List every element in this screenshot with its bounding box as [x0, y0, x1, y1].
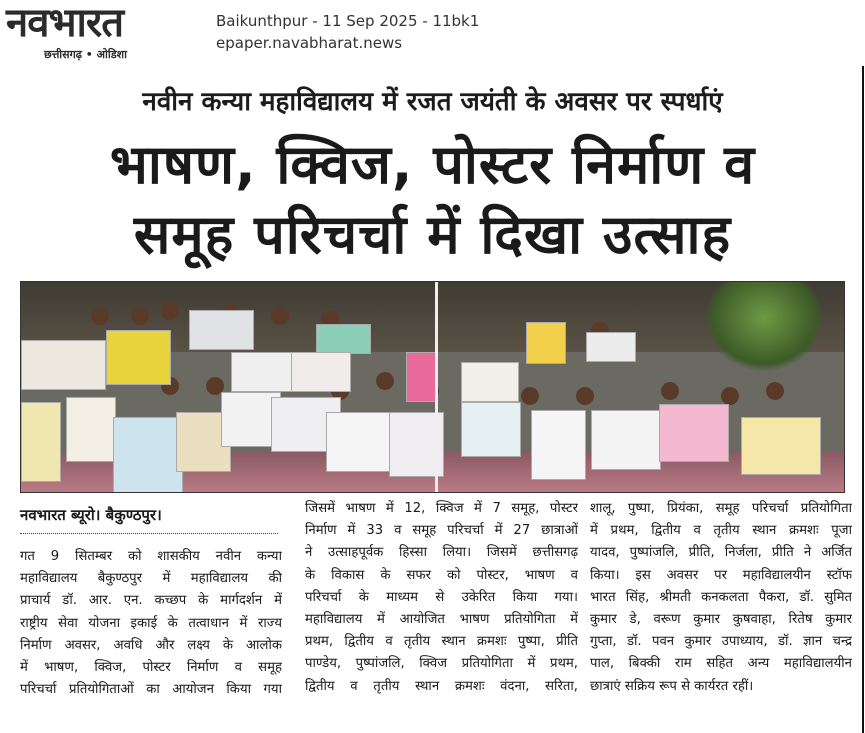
edition-line: Baikunthpur - 11 Sep 2025 - 11bk1	[216, 12, 480, 30]
article-kicker: नवीन कन्या महाविद्यालय में रजत जयंती के अवसर पर स्पर्धाएं	[142, 87, 723, 117]
text-line: में भाषण, क्विज, पोस्टर निर्माण व समूह	[20, 660, 282, 676]
text-line: द्वितीय व तृतीय स्थान क्रमशः वंदना, सरिता,	[305, 678, 578, 694]
photo-divider	[435, 282, 438, 492]
logo-wordmark: नवभारत	[6, 0, 124, 46]
text-line: शालू, पुष्पा, प्रियंका, समूह परिचर्चा प्रतियोगिता	[590, 501, 852, 516]
article-column-2	[305, 498, 578, 698]
text-line: गत 9 सितम्बर को शासकीय नवीन कन्या	[20, 549, 282, 564]
photo-tree	[704, 282, 824, 372]
text-line: किया। इस अवसर पर महाविद्यालयीन स्टॉफ	[590, 567, 852, 583]
text-line: निर्माण अवसर, अवधि और लक्ष्य के आलोक	[20, 637, 282, 653]
byline-divider	[20, 533, 278, 534]
edition-info	[216, 10, 479, 54]
text-line: पाल, बिक्की राम सहित अन्य महाविद्यालयीन	[590, 656, 852, 672]
text-line: भारत सिंह, श्रीमती कनकलता पैकरा, डॉ. सुमित	[590, 589, 852, 605]
text-line: राष्ट्रीय सेवा योजना इकाई के तत्वाधान में राज्य	[20, 615, 282, 631]
article-byline: नवभारत ब्यूरो। बैकुण्ठपुर।	[20, 506, 162, 524]
text-line: ने उत्साहपूर्वक हिस्सा लिया। जिसमें छत्तीसगढ़	[305, 545, 578, 561]
text-line: कुमार डे, वरूण कुमार कुषवाहा, रितेष कुमार	[590, 612, 852, 628]
article-headline	[0, 130, 865, 270]
text-line: प्राचार्य डॉ. आर. एन. कच्छप के मार्गदर्शन में	[20, 593, 282, 609]
text-line: गुप्ता, डॉ. पवन कुमार उपाध्याय, डॉ. ज्ञान चन्द्र	[590, 634, 852, 650]
masthead	[0, 0, 865, 64]
text-line: यादव, पुष्पांजलि, प्रीति, निर्जला, प्रीति ने अर्जित	[590, 545, 852, 561]
text-line: पाण्डेय, पुष्पांजलि, क्विज प्रतियोगिता में प्रथम,	[305, 656, 578, 672]
newspaper-logo	[0, 0, 200, 64]
text-line: छात्राएं सक्रिय रूप से कार्यरत रहीं।	[590, 678, 754, 694]
article-photo	[20, 281, 845, 493]
text-line: के विकास के सफर को पोस्टर, भाषण व	[305, 567, 578, 583]
text-line: प्रथम, द्वितीय व तृतीय स्थान क्रमशः पुष्पा, प्रीति	[305, 634, 578, 650]
headline-line-1: भाषण, क्विज, पोस्टर निर्माण व	[109, 133, 756, 196]
text-line: महाविद्यालय में आयोजित भाषण प्रतियोगिता में	[305, 612, 578, 628]
text-line: में प्रथम, द्वितीय व तृतीय स्थान क्रमशः पूजा	[590, 523, 852, 539]
text-line: परिचर्चा के माध्यम से उकेरित किया गया।	[305, 589, 578, 605]
text-line: निर्माण में 33 व समूह परिचर्चा में 27 छात्राओं	[305, 523, 578, 539]
text-line: जिसमें भाषण में 12, क्विज में 7 समूह, पोस्टर	[305, 501, 578, 516]
article-column-3	[590, 498, 852, 698]
text-line: महाविद्यालय बैकुण्ठपुर में महाविद्यालय की	[20, 571, 282, 587]
site-url: epaper.navabharat.news	[216, 34, 403, 52]
headline-line-2: समूह परिचर्चा में दिखा उत्साह	[133, 203, 732, 266]
article-column-1	[20, 546, 282, 701]
logo-subtitle: छत्तीसगढ़ • ओडिशा	[44, 48, 127, 61]
text-line: परिचर्चा प्रतियोगिताओं का आयोजन किया गया	[20, 682, 282, 698]
